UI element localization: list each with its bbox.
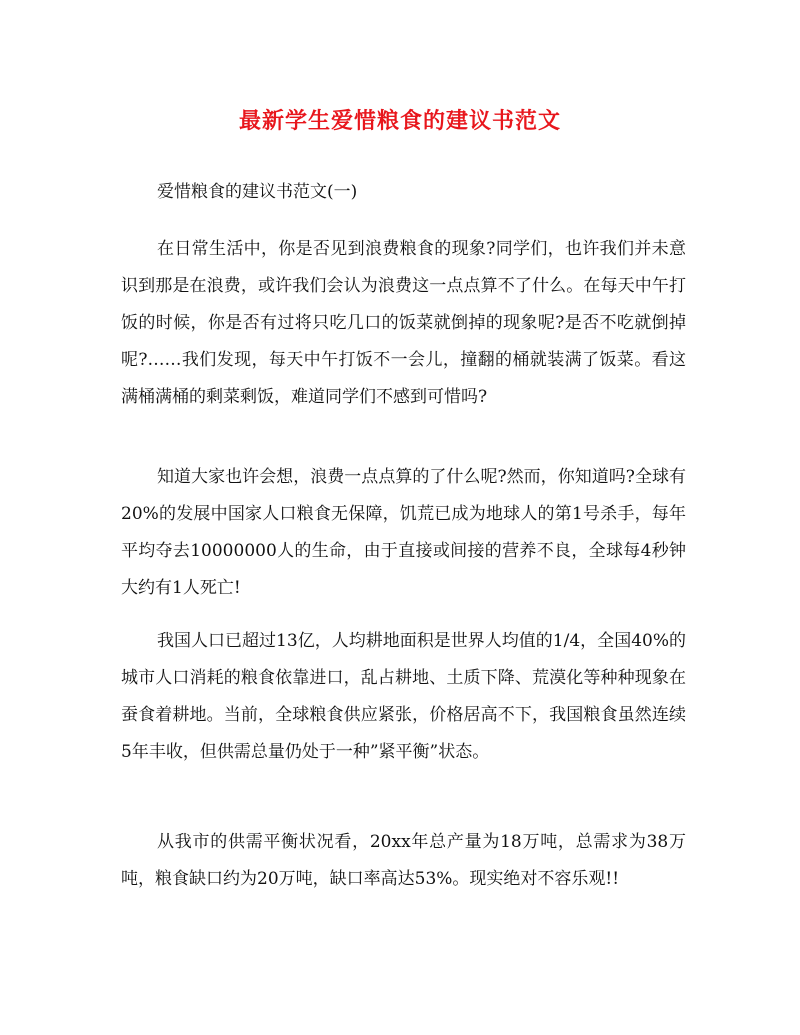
paragraph-2: 知道大家也许会想，浪费一点点算的了什么呢?然而，你知道吗?全球有20%的发展中国家人口粮食无保障，饥荒已成为地球人的第1号杀手，每年平均夺去10000000人的生命，由于直接或间接的营养不良，全球每4秒钟大约有1人死亡!: [121, 467, 686, 598]
document-title: 最新学生爱惜粮食的建议书范文: [238, 108, 561, 134]
paragraph-4: 从我市的供需平衡状况看，20xx年总产量为18万吨，总需求为38万吨，粮食缺口约为20万吨，缺口率高达53%。现实绝对不容乐观!!: [121, 832, 686, 889]
section-heading: 爱惜粮食的建议书范文(一): [157, 182, 358, 202]
paragraph-1: 在日常生活中，你是否见到浪费粮食的现象?同学们，也许我们并未意识到那是在浪费，或许我们会认为浪费这一点点算不了什么。在每天中午打饭的时候，你是否有过将只吃几口的饭菜就倒掉的现象呢?是否不吃就倒掉呢?……我们发现，每天中午打饭不一会儿，撞翻的桶就装满了饭菜。看这满桶满桶的剩菜剩饭，难道同学们不感到可惜吗?: [121, 239, 686, 407]
paragraph-3: 我国人口已超过13亿，人均耕地面积是世界人均值的1/4，全国40%的城市人口消耗的粮食依靠进口，乱占耕地、土质下降、荒漠化等种种现象在蚕食着耕地。当前，全球粮食供应紧张，价格居高不下，我国粮食虽然连续5年丰收，但供需总量仍处于一种”紧平衡”状态。: [121, 631, 686, 762]
